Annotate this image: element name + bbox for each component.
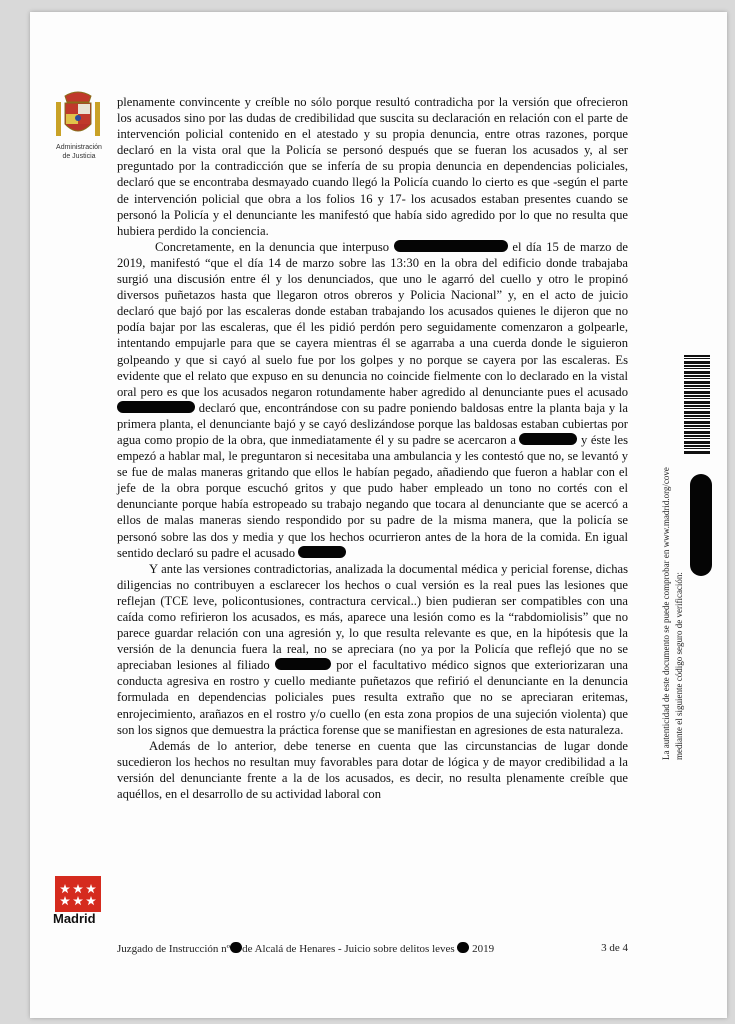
redaction-mark bbox=[457, 942, 469, 953]
page-footer bbox=[117, 942, 628, 955]
barcode bbox=[684, 355, 710, 455]
administracion-justicia-label: Administración de Justicia bbox=[56, 144, 102, 160]
page-number: 3 de 4 bbox=[601, 942, 628, 954]
redaction-mark bbox=[519, 433, 577, 445]
madrid-flag-logo bbox=[55, 876, 101, 912]
madrid-logo-label: Madrid bbox=[53, 911, 96, 926]
paragraph-1: plenamente convincente y creíble no sólo porque resultó contradicha por la versión que ofrecieron los acusados sino por las dudas de credibilidad que suscita su declaración en relación con el parte de intervención policial contenido en el atestado y su propia denuncia, entre otras razones, porque declaró en la vista oral que la Policía se personó después que se fueran los acusados y, al ser preguntado por la contradicción que se infería de su propia denuncia en dependencias policiales, declaró que se encontraba desmayado cuando llegó la Policía cuando lo cierto es que -según el parte de intervención policial que obra a los folios 16 y 17- los acusados estaban presentes cuando se personó la Policía y el denunciante les manifestó que había sido agredido por lo que no resulta que hubiera perdido la conciencia. bbox=[117, 95, 628, 238]
verification-sidebar: La autenticidad de este documento se puede comprobar en www.madrid.org/cove mediante el siguiente código seguro de verificación: bbox=[661, 467, 684, 760]
body-text bbox=[117, 94, 628, 802]
redaction-mark bbox=[275, 658, 331, 670]
redaction-mark bbox=[298, 546, 346, 558]
redaction-mark bbox=[394, 240, 508, 252]
paragraph-2: Concretamente, en la denuncia que interpuso el día 15 de marzo de 2019, manifestó “que el día 14 de marzo sobre las 13:30 en la obra del edificio donde trabajaba surgió una discusión entre él y los denunciados, que uno le agarró del cuello y otro le propinó diversos puñetazos hasta que llegaron otros obreros y Policia Nacional” y, en el acto de juicio declaró que bajó por las escaleras donde estaban trabajando los acusados quienes le dijeron que no podía bajar por las escaleras, que él les pidió perdón pero seguidamente comenzaron a golpearle, intentando empujarle para que se cayera mientras él se agarraba a una cuerda donde le siguieron golpeando y que si cayó al suelo fue por los golpes y no porque se cayera por las escaleras. Es evidente que el relato que expuso en su denuncia no coincide fielmente con lo declarado en la vistal oral pero es que los acusados negaron rotundamente haber agredido al denunciante pues el acusado declaró que, encontrándose con su padre poniendo baldosas entre la planta baja y la primera planta, el denunciante bajó y se cayó deslizándose porque las baldosas estaban cubiertas por agua como propio de la obra, que inmediatamente él y su padre se acercaron a y éste les empezó a hablar mal, le preguntaron si necesitaba una ambulancia y les contestó que no, se levantó y se fue de malas maneras gritando que ellos le habían pegado, añadiendo que fueron a hablar con el jefe de la obra porque escuchó gritos y que pudo haber empleado un tono no cortés con el denunciante porque había estropeado su trabajo negando que tocara al denunciante que se acercó a ellos de malas maneras siendo respondido por su padre de la misma manera, que la policía se personó sobre las dos y media y que los hechos ocurrieron antes de la hora de la comida. En igual sentido declaró su padre el acusado bbox=[117, 239, 628, 560]
coat-of-arms-icon bbox=[52, 88, 104, 146]
redaction-mark bbox=[230, 942, 242, 953]
redaction-mark bbox=[117, 401, 195, 413]
footer-court: Juzgado de Instrucción nº de Alcalá de Henares - Juicio sobre delitos leves 2019 bbox=[117, 943, 495, 955]
paragraph-4: Además de lo anterior, debe tenerse en cuenta que las circunstancias de lugar donde sucedieron los hechos no resultan muy favorables para dotar de lógica y de mayor credibilidad a la versión del denunciante frente a la de los acusados, es decir, no resulta plenamente creíble que aquéllos, en el desarrollo de su actividad laboral con bbox=[117, 738, 628, 802]
paragraph-3: Y ante las versiones contradictorias, analizada la documental médica y pericial forense, dichas diligencias no contribuyen a esclarecer los hechos o cual versión es la real pues las lesiones que reflejan (TCE leve, policontusiones, contractura cervical..) bien pudieran ser compatibles con una caída como refirieron los acusados, es más, aparece una lesión como es la “rabdomiolisis” que no parece guardar relación con una agresión y, lo que resulta relevante es que, en la hipótesis que la versión de la denuncia fuera la real, no se apreciara (no ya por la Policía que reflejó que no se apreciaban lesiones al filiado por el facultativo médico signos que exteriorizaran una conducta agresiva en rostro y cuello mediante puñetazos que refirió el denunciante en la denuncia formulada en dependencias policiales pues resulta extraño que no se apreciaran eritemas, enrojecimiento, arañazos en el rostro y/o cuello (en esta zona propios de una sujeción violenta) que son los signos que demuestra la práctica forense que se manifiestan en agresiones de esta naturaleza. bbox=[117, 561, 629, 737]
redaction-mark bbox=[690, 474, 712, 576]
